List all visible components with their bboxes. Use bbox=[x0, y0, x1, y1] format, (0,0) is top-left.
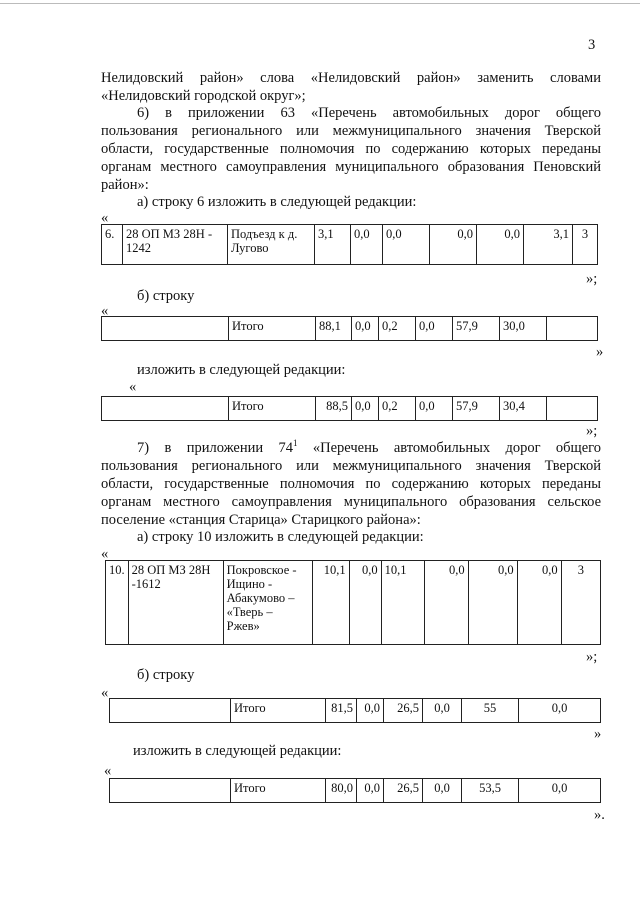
cell-value: 30,0 bbox=[500, 317, 547, 341]
cell-name: Подъезд к д. Лугово bbox=[228, 225, 315, 265]
cell-value: 0,0 bbox=[430, 225, 477, 265]
cell-empty bbox=[110, 699, 231, 723]
table-itogo-old-6 bbox=[101, 316, 598, 341]
cell-value: 3 bbox=[561, 561, 600, 645]
para6-line3: области, государственные полномочия по содержанию которых переданы bbox=[101, 141, 601, 157]
cell-name: Покровское - Ищино - Абакумово – «Тверь – Ржев» bbox=[223, 561, 312, 645]
cell-empty bbox=[102, 397, 229, 421]
cell-empty bbox=[547, 317, 598, 341]
cell-value: 53,5 bbox=[462, 779, 519, 803]
table-row bbox=[102, 397, 598, 421]
para7-replace-text: изложить в следующей редакции: bbox=[133, 743, 342, 759]
para7-line4: органам местного самоуправления муниципального образования сельское bbox=[101, 494, 601, 510]
open-quote: « bbox=[104, 763, 112, 779]
table-row bbox=[102, 317, 598, 341]
cell-value: 81,5 bbox=[326, 699, 357, 723]
cell-value: 26,5 bbox=[384, 779, 423, 803]
cell-value: 0,0 bbox=[357, 699, 384, 723]
cell-value: 0,0 bbox=[517, 561, 561, 645]
scan-top-line bbox=[0, 3, 640, 4]
cell-value: 3,1 bbox=[315, 225, 351, 265]
cell-value: 0,0 bbox=[423, 779, 462, 803]
para6-line5: район»: bbox=[101, 177, 149, 193]
cell-value: 0,2 bbox=[379, 317, 416, 341]
close-quote: »; bbox=[586, 649, 598, 665]
cell-value: 0,0 bbox=[468, 561, 517, 645]
cell-value: 0,0 bbox=[352, 397, 379, 421]
table-row bbox=[102, 225, 598, 265]
table-itogo-new-6 bbox=[101, 396, 598, 421]
para1-line1: Нелидовский район» слова «Нелидовский район» заменить словами bbox=[101, 70, 601, 86]
cell-code: 28 ОП МЗ 28Н - 1242 bbox=[123, 225, 228, 265]
cell-value: 0,0 bbox=[351, 225, 383, 265]
para7-line2: пользования регионального или межмуниципального значения Тверской bbox=[101, 458, 601, 474]
para6-sub-a: а) строку 6 изложить в следующей редакции: bbox=[137, 194, 417, 210]
cell-value: 88,1 bbox=[316, 317, 352, 341]
close-quote: » bbox=[594, 726, 602, 742]
para6-replace-text: изложить в следующей редакции: bbox=[137, 362, 346, 378]
cell-label: Итого bbox=[231, 779, 326, 803]
cell-value: 0,0 bbox=[423, 699, 462, 723]
cell-value: 0,0 bbox=[357, 779, 384, 803]
table-row bbox=[106, 561, 601, 645]
para7-line1: 7) в приложении $74^1$ «Перечень автомобильных дорог общего bbox=[137, 438, 601, 456]
cell-value: 0,0 bbox=[416, 317, 453, 341]
open-quote: « bbox=[101, 210, 109, 226]
para6-line4: органам местного самоуправления муниципального образования Пеновский bbox=[101, 159, 601, 175]
close-quote: » bbox=[596, 344, 604, 360]
cell-value: 0,2 bbox=[379, 397, 416, 421]
table-row bbox=[110, 699, 601, 723]
cell-value: 26,5 bbox=[384, 699, 423, 723]
table-row-6 bbox=[101, 224, 598, 265]
open-quote: « bbox=[101, 685, 109, 701]
close-quote: ». bbox=[594, 807, 605, 823]
cell-empty bbox=[110, 779, 231, 803]
cell-value: 0,0 bbox=[349, 561, 381, 645]
cell-value: 0,0 bbox=[383, 225, 430, 265]
close-quote: »; bbox=[586, 423, 598, 439]
cell-value: 3 bbox=[573, 225, 598, 265]
table-itogo-old-10 bbox=[109, 698, 601, 723]
cell-value: 0,0 bbox=[477, 225, 524, 265]
cell-empty bbox=[102, 317, 229, 341]
cell-value: 88,5 bbox=[316, 397, 352, 421]
page-number: 3 bbox=[588, 37, 596, 53]
cell-label: Итого bbox=[229, 317, 316, 341]
cell-value: 0,0 bbox=[352, 317, 379, 341]
cell-value: 3,1 bbox=[524, 225, 573, 265]
cell-num: 10. bbox=[106, 561, 129, 645]
para7-line5: поселение «станция Старица» Старицкого района»: bbox=[101, 512, 421, 528]
cell-value: 0,0 bbox=[416, 397, 453, 421]
para1-line2: «Нелидовский городской округ»; bbox=[101, 88, 306, 104]
para7-line3: области, государственные полномочия по содержанию которых переданы bbox=[101, 476, 601, 492]
cell-code: 28 ОП МЗ 28Н -1612 bbox=[128, 561, 223, 645]
cell-label: Итого bbox=[229, 397, 316, 421]
para7-sub-b: б) строку bbox=[137, 667, 195, 683]
para6-sub-b: б) строку bbox=[137, 288, 195, 304]
cell-value: 80,0 bbox=[326, 779, 357, 803]
table-row bbox=[110, 779, 601, 803]
cell-value: 10,1 bbox=[381, 561, 424, 645]
open-quote: « bbox=[101, 546, 109, 562]
cell-value: 57,9 bbox=[453, 397, 500, 421]
table-itogo-new-10 bbox=[109, 778, 601, 803]
cell-value: 0,0 bbox=[424, 561, 468, 645]
cell-empty bbox=[547, 397, 598, 421]
para7-sub-a: а) строку 10 изложить в следующей редакции: bbox=[137, 529, 424, 545]
cell-value: 0,0 bbox=[519, 779, 601, 803]
cell-value: 30,4 bbox=[500, 397, 547, 421]
open-quote: « bbox=[129, 379, 137, 395]
cell-value: 0,0 bbox=[519, 699, 601, 723]
cell-value: 55 bbox=[462, 699, 519, 723]
cell-num: 6. bbox=[102, 225, 123, 265]
para6-line2: пользования регионального или межмуниципального значения Тверской bbox=[101, 123, 601, 139]
open-quote: « bbox=[101, 303, 109, 319]
close-quote: »; bbox=[586, 271, 598, 287]
table-row-10 bbox=[105, 560, 601, 645]
cell-value: 57,9 bbox=[453, 317, 500, 341]
cell-value: 10,1 bbox=[312, 561, 349, 645]
cell-label: Итого bbox=[231, 699, 326, 723]
para6-line1: 6) в приложении 63 «Перечень автомобильных дорог общего bbox=[137, 105, 601, 121]
